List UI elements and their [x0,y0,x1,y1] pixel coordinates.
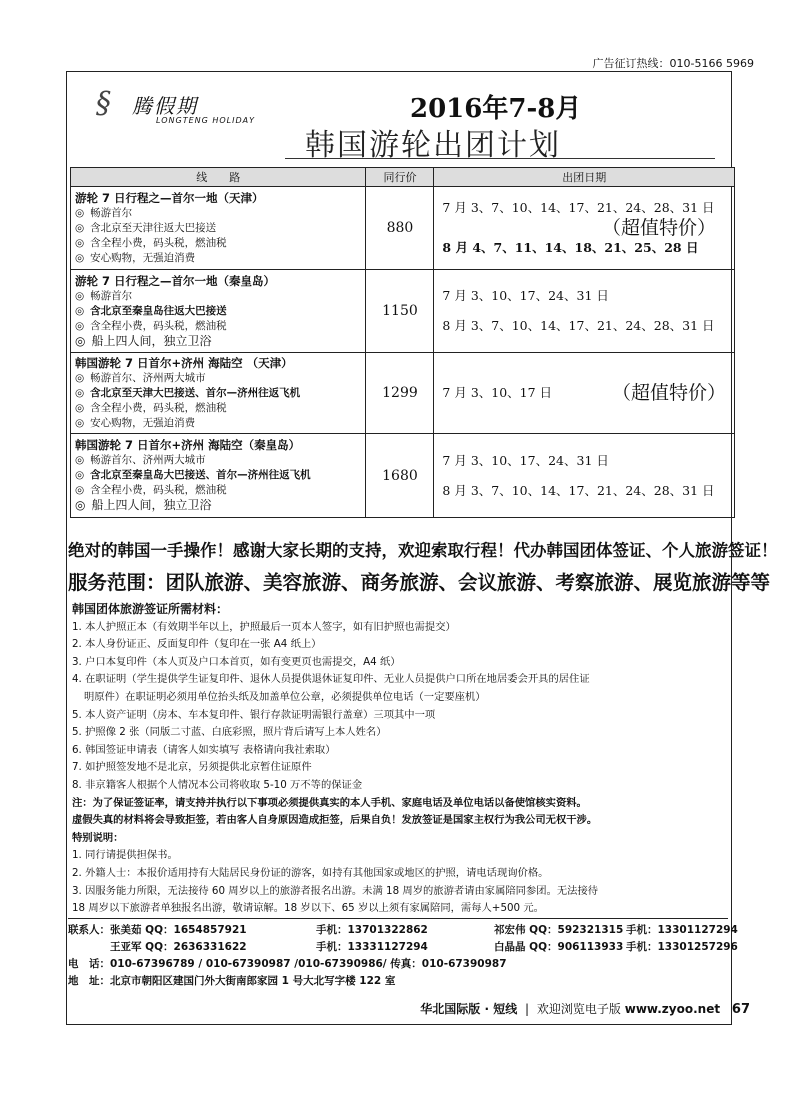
visa-item: 7. 如护照签发地不是北京，另须提供北京暂住证原件 [72,761,312,774]
dates-cell [434,353,735,434]
route-feature: 含北京至天津大巴接送、首尔—济州往返飞机 [90,386,301,399]
table-row [71,270,735,353]
contact-mobile: 手机：13301127294 [626,924,738,936]
dates-cell [434,187,735,270]
bullet-icon: ◎ [75,319,85,332]
contact-name-qq: 王亚军 QQ：2636331622 [68,941,247,953]
dates-july: 7 月 3、10、17、24、31 日 [442,452,609,468]
visa-item: 5. 本人资产证明（房本、车本复印件、银行存款证明需银行盖章）三项其中一项 [72,708,436,721]
special-item: 2. 外籍人士：本报价适用持有大陆居民身份证的游客，如持有其他国家或地区的护照，请电话现询价格。 [72,866,549,879]
special-offer-label: （超值特价） [611,382,726,404]
contact-mobile: 手机：13301257296 [626,941,738,953]
contact-block [68,918,738,989]
contact-name-qq: 白晶晶 QQ：906113933 [494,941,624,953]
route-feature: 畅游首尔 [90,289,133,302]
route-feature: 含全程小费，码头税，燃油税 [90,319,227,332]
bullet-icon: ◎ [75,416,85,429]
visa-item: 3. 户口本复印件（本人页及户口本首页，如有变更页也需提交，A4 纸） [72,655,401,668]
footer-text [420,1000,750,1017]
dates-august: 8 月 3、7、10、14、17、21、24、28、31 日 [442,318,715,333]
route-feature: 安心购物，无强迫消费 [90,251,196,264]
bullet-icon: ◎ [75,304,85,317]
footer-rule [66,1024,732,1025]
company-logo [96,86,266,134]
bullet-icon: ◎ [75,454,85,466]
dates-july: 7 月 3、7、10、14、17、21、24、28、31 日 [442,200,715,215]
bullet-icon: ◎ [75,236,85,249]
bullet-icon: ◎ [75,251,85,264]
contact-mobile: 手机：13331127294 [316,941,428,953]
logo-mark-icon: § [96,86,111,121]
price-cell: 880 [366,187,434,270]
dates-july: 7 月 3、10、17 日 [442,385,553,400]
header-dates: 出团日期 [434,168,735,187]
route-feature: 含全程小费，码头税，燃油税 [90,236,227,249]
visa-item: 4. 在职证明（学生提供学生证复印件、退休人员提供退休证复印件、无业人员提供户口所在地居委会开具的居住证 [72,673,590,686]
bullet-icon: ◎ [75,401,85,414]
route-feature: 含北京至天津往返大巴接送 [90,221,217,234]
header-route: 线 路 [71,168,366,187]
bullet-icon: ◎ [75,333,86,348]
footer-url[interactable]: www.zyoo.net [624,1002,721,1016]
dates-cell [434,434,735,518]
contact-row [68,938,738,955]
contact-name-qq: 联系人：张美茹 QQ：1654857921 [68,924,247,936]
page-title: 韩国游轮出团计划 [305,128,561,163]
table-row [71,434,735,518]
route-feature: 含全程小费，码头税，燃油税 [90,401,227,414]
table-row [71,187,735,270]
dates-july: 7 月 3、10、17、24、31 日 [442,288,609,303]
visa-item: 6. 韩国签证申请表（请客人如实填写 表格请向我社索取） [72,743,336,756]
footer-separator: | [525,1002,530,1016]
bullet-icon: ◎ [75,289,85,302]
footer-section: 华北国际版 · 短线 [420,1002,518,1016]
bullet-icon: ◎ [75,498,86,512]
route-feature: 含北京至秦皇岛往返大巴接送 [90,304,227,317]
special-item: 18 周岁以下旅游者单独报名出游，敬请谅解。18 岁以下、65 岁以上须有家属陪同，需每人+500 元。 [72,902,544,915]
bullet-icon: ◎ [75,206,85,219]
route-feature: 畅游首尔 [90,206,133,219]
special-item: 1. 同行请提供担保书。 [72,849,178,862]
table-row [71,353,735,434]
bullet-icon: ◎ [75,371,85,384]
tour-plan-table [70,167,735,518]
special-heading: 特别说明： [72,831,124,844]
special-item: 3. 因服务能力所限，无法接待 60 周岁以上的旅游者报名出游。未满 18 周岁的旅游者请由家属陪同参团。无法接待 [72,884,599,897]
logo-cn-text: 腾假期 [132,94,198,118]
visa-item: 2. 本人身份证正、反面复印件（复印在一张 A4 纸上） [72,638,322,651]
route-cell [71,187,366,270]
visa-item: 5. 护照像 2 张（同版二寸蓝、白底彩照，照片背后请写上本人姓名） [72,726,387,739]
route-title: 游轮 7 日行程之—首尔一地（秦皇岛） [75,273,276,288]
bullet-icon: ◎ [75,386,85,399]
route-title: 韩国游轮 7 日首尔+济州 海陆空 （天津） [75,355,293,370]
logo-en-text: LONGTENG HOLIDAY [156,116,256,125]
dates-cell [434,270,735,353]
dates-august: 8 月 4、7、11、14、18、21、25、28 日 [442,240,699,255]
service-scope-headline: 服务范围：团队旅游、美容旅游、商务旅游、会议旅游、考察旅游、展览旅游等等 [68,571,771,594]
route-title: 韩国游轮 7 日首尔+济州 海陆空（秦皇岛） [75,438,301,452]
visa-note: 注：为了保证签证率，请支持并执行以下事项必须提供真实的本人手机、家庭电话及单位电话以备使馆核实资料。 [72,796,587,809]
route-feature: 船上四人间，独立卫浴 [91,333,212,348]
promo-headline: 绝对的韩国一手操作！感谢大家长期的支持，欢迎索取行程！代办韩国团体签证、个人旅游签证！ [68,541,778,560]
visa-item: 1. 本人护照正本（有效期半年以上，护照最后一页本人签字，如有旧护照也需提交） [72,620,456,633]
visa-note: 虚假失真的材料将会导致拒签，若由客人自身原因造成拒签，后果自负！发放签证是国家主权行为我公司无权干涉。 [72,814,598,827]
title-date: 2016年7-8月 [410,94,582,124]
price-cell: 1150 [366,270,434,353]
contact-mobile: 手机：13701322862 [316,924,428,936]
contact-phone: 电 话：010-67396789 / 010-67390987 /010-67390986/ 传真：010-67390987 [68,958,507,970]
page-number: 67 [731,1002,750,1017]
contact-name-qq: 祁宏伟 QQ：592321315 [494,924,624,936]
route-feature: 含北京至秦皇岛大巴接送、首尔—济州往返飞机 [90,469,311,481]
contact-address: 地 址：北京市朝阳区建国门外大街南郎家园 1 号大北写字楼 122 室 [68,975,396,987]
title-rule [285,158,715,159]
visa-requirements [72,601,732,918]
route-cell [71,353,366,434]
price-cell: 1299 [366,353,434,434]
price-cell: 1680 [366,434,434,518]
bullet-icon: ◎ [75,484,85,496]
table-header-row [71,168,735,187]
route-feature: 安心购物，无强迫消费 [90,416,196,429]
route-cell [71,434,366,518]
special-offer-label: （超值特价） [601,217,716,239]
footer-browse: 欢迎浏览电子版 [536,1002,621,1016]
route-cell [71,270,366,353]
route-feature: 船上四人间，独立卫浴 [91,498,212,512]
route-feature: 畅游首尔、济州两大城市 [90,371,206,384]
visa-item: 8. 非京籍客人根据个人情况本公司将收取 5-10 万不等的保证金 [72,778,363,791]
ad-hotline: 广告征订热线：010-5166 5969 [592,57,754,70]
header-price: 同行价 [366,168,434,187]
route-title: 游轮 7 日行程之—首尔一地（天津） [75,190,264,205]
contact-row [68,921,738,938]
dates-august: 8 月 3、7、10、14、17、21、24、28、31 日 [442,482,715,498]
visa-item: 明原件）在职证明必须用单位抬头纸及加盖单位公章，必须提供单位电话（一定要座机） [84,690,486,703]
bullet-icon: ◎ [75,221,85,234]
route-feature: 含全程小费，码头税，燃油税 [90,484,227,496]
bullet-icon: ◎ [75,469,85,481]
visa-heading: 韩国团体旅游签证所需材料： [72,602,229,616]
route-feature: 畅游首尔、济州两大城市 [90,454,206,466]
